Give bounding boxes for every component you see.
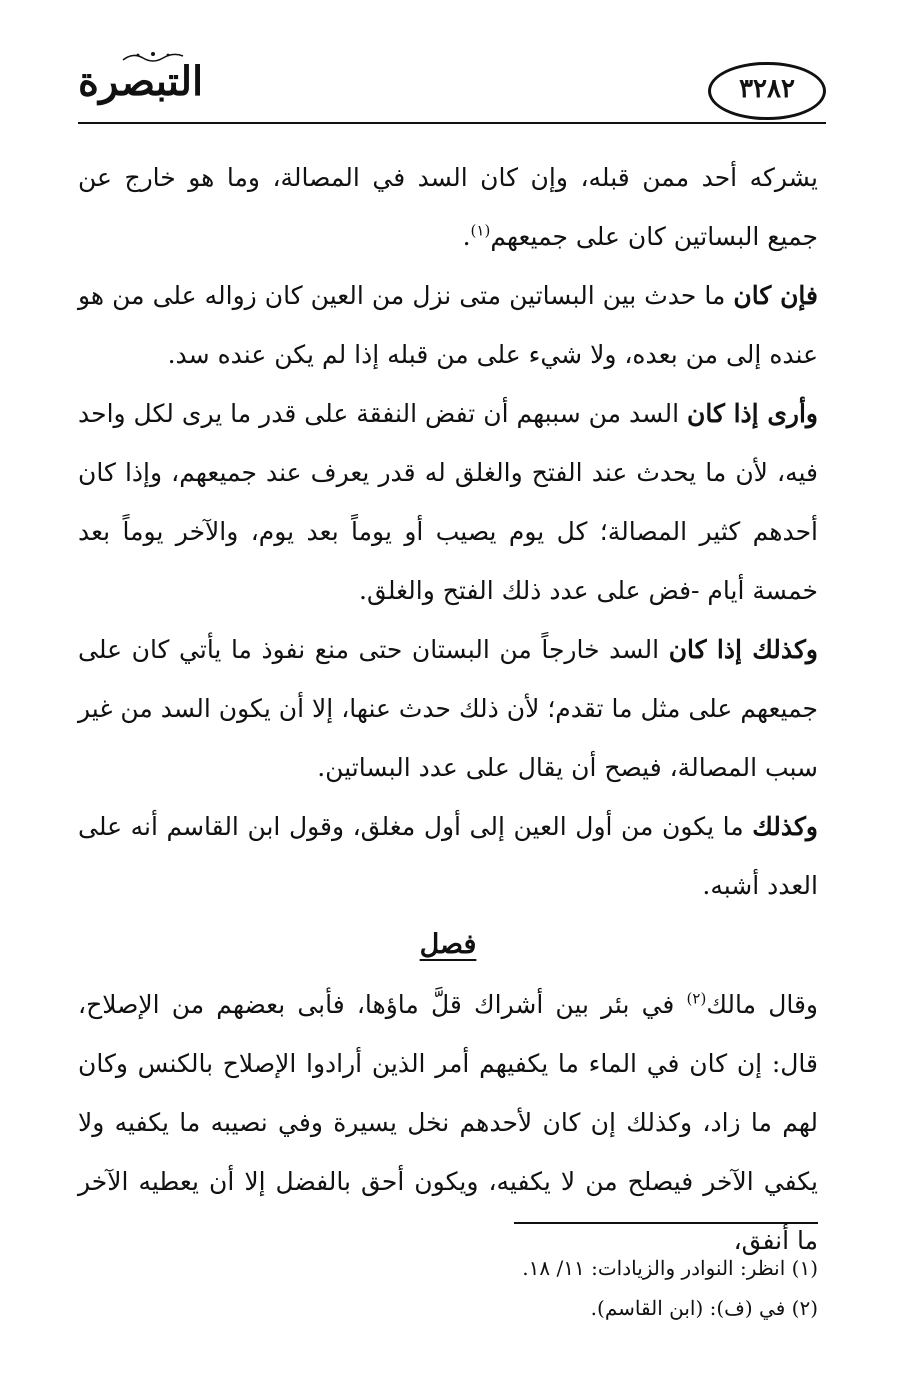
paragraph-text: السد خارجاً من البستان حتى منع نفوذ ما يأتي كان على جميعهم على مثل ما تقدم؛ لأن ذلك حدث عنها، إلا أن يكون السد من غير سبب المصالة، فيصح أن يقال على عدد البساتين. <box>78 635 818 782</box>
paragraph-text: وقال مالك <box>706 990 818 1019</box>
paragraph-2 <box>78 266 818 384</box>
page-header <box>78 50 826 126</box>
paragraph-lead: وأرى إذا كان <box>686 399 818 428</box>
paragraph-text: يشركه أحد ممن قبله، وإن كان السد في المصالة، وما هو خارج عن جميع البساتين كان على جميعهم <box>78 163 818 251</box>
footnote-ref-2[interactable]: (٢) <box>686 989 707 1008</box>
footnote-separator <box>514 1222 818 1224</box>
paragraph-tail: . <box>462 222 471 251</box>
section-heading-text: فصل <box>419 929 477 960</box>
paragraph-lead: وكذلك إذا كان <box>668 635 818 664</box>
paragraph-text: السد من سببهم أن تفض النفقة على قدر ما يرى لكل واحد فيه، لأن ما يحدث عند الفتح والغلق له قدر يعرف عند جميعهم، وإذا كان أحدهم كثير المصالة؛ كل يوم يصيب أو يوماً بعد يوم، والآخر يوماً بعد خمسة أيام -فض على عدد ذلك الفتح والغلق. <box>78 399 818 605</box>
body-text <box>78 148 818 1270</box>
paragraph-text: ما يكون من أول العين إلى أول مغلق، وقول ابن القاسم أنه على العدد أشبه. <box>78 812 818 900</box>
paragraph-5 <box>78 797 818 915</box>
paragraph-lead: فإن كان <box>733 281 818 310</box>
running-title: التبصرة <box>78 58 204 105</box>
paragraph-text: ما حدث بين البساتين متى نزل من العين كان زواله على من هو عنده إلى من بعده، ولا شيء على من قبله إذا لم يكن عنده سد. <box>78 281 818 369</box>
paragraph-lead: وكذلك <box>752 812 818 841</box>
section-heading <box>78 915 818 975</box>
header-rule <box>78 122 826 124</box>
paragraph-3 <box>78 384 818 620</box>
footnote-ref-1[interactable]: (١) <box>470 221 491 240</box>
footnote-1: (١) انظر: النوادر والزيادات: ١١/ ١٨. <box>522 1256 818 1280</box>
paragraph-text: في بئر بين أشراك قلَّ ماؤها، فأبى بعضهم من الإصلاح، قال: إن كان في الماء ما يكفيهم أمر الذين أرادوا الإصلاح بالكنس وكان لهم ما زاد، وكذلك إن كان لأحدهم نخل يسيرة وفي نصيبه ما يكفيه ولا يكفي الآخر فيصلح من لا يكفيه، ويكون أحق بالفضل إلا أن يعطيه الآخر ما أنفق، <box>78 990 818 1255</box>
page-number: ٣٢٨٢ <box>739 74 795 104</box>
section-paragraph <box>78 975 818 1270</box>
footnotes <box>102 1248 818 1328</box>
footnote-2: (٢) في (ف): (ابن القاسم). <box>590 1296 818 1320</box>
paragraph-1 <box>78 148 818 266</box>
paragraph-4 <box>78 620 818 797</box>
